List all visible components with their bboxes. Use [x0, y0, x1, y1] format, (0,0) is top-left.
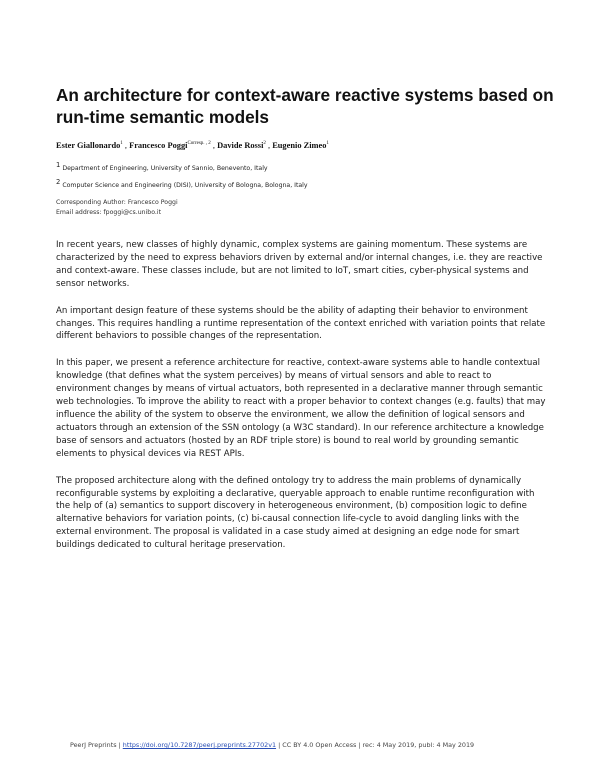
author-separator: ,	[122, 141, 130, 150]
affiliation-number: 2	[56, 178, 61, 186]
author-affiliation-mark: 2	[263, 141, 266, 146]
affiliation-1	[56, 161, 556, 173]
affiliation-text: Department of Engineering, University of Sannio, Benevento, Italy	[62, 165, 268, 172]
abstract-paragraph: The proposed architecture along with the defined ontology try to address the main problems of dynamically reconfigurable systems by exploiting a declarative, queryable approach to enable runtime reconfiguration with the help of (a) semantics to support discovery in heterogeneous environment, (b) composition logic to define alternative behaviors for variation points, (c) bi-causal connection life-cycle to avoid dangling links with the external environment. The proposal is validated in a case study aimed at designing an edge node for smart buildings dedicated to cultural heritage preservation.	[56, 475, 535, 551]
abstract-paragraph: In this paper, we present a reference architecture for reactive, context-aware systems able to handle contextual knowledge (that defines what the system perceives) by means of virtual sensors and able to react to environment changes by means of virtual actuators, both represented in a declarative manner through semantic web technologies. To improve the ability to react with a proper behavior to context changes (e.g. faults) that may influence the ability of the system to observe the environment, we allow the definition of logical sensors and actuators through an extension of the SSN ontology (a W3C standard). In our reference architecture a knowledge base of sensors and actuators (hosted by an RDF triple store) is bound to real world by grounding semantic elements to physical devices via REST APIs.	[56, 358, 546, 459]
corresponding-author-block	[56, 198, 178, 217]
license-and-dates: | CC BY 4.0 Open Access | rec: 4 May 2019, publ: 4 May 2019	[276, 741, 475, 749]
author-separator: ,	[265, 141, 273, 150]
author-affiliation-mark: 1	[120, 141, 123, 146]
corresponding-author: Corresponding Author: Francesco Poggi	[56, 199, 178, 206]
author-name: Davide Rossi	[217, 141, 264, 150]
corresponding-email: Email address: fpoggi@cs.unibo.it	[56, 208, 162, 216]
footer-separator: |	[116, 741, 123, 749]
abstract-paragraph: An important design feature of these systems should be the ability of adapting their behavior to environment changes. This requires handling a runtime representation of the context enriched with variation points that relate different behaviors to possible changes of the representation.	[56, 305, 546, 342]
preprint-footer	[70, 741, 540, 750]
abstract	[56, 239, 546, 566]
author-name: Ester Giallonardo	[56, 141, 121, 150]
author-affiliation-mark: Corresp. , 2	[187, 141, 211, 146]
journal-name: PeerJ Preprints	[70, 741, 117, 749]
doi-link[interactable]: https://doi.org/10.7287/peerj.preprints.27702v1	[122, 741, 277, 749]
author-affiliation-mark: 1	[326, 141, 329, 146]
author-list	[56, 138, 556, 152]
abstract-paragraph: In recent years, new classes of highly dynamic, complex systems are gaining momentum. These systems are characterized by the need to express behaviors driven by external and/or internal changes, i.e. they are reactive and context-aware. These classes include, but are not limited to IoT, smart cities, cyber-physical systems and sensor networks.	[56, 240, 543, 289]
author-name: Eugenio Zimeo	[272, 141, 327, 150]
affiliation-2	[56, 178, 556, 190]
affiliation-text: Computer Science and Engineering (DISI), University of Bologna, Bologna, Italy	[62, 182, 308, 189]
author-separator: ,	[210, 141, 218, 150]
author-name: Francesco Poggi	[129, 141, 188, 150]
paper-title: An architecture for context-aware reactive systems based on run-time semantic models	[56, 85, 554, 127]
affiliation-number: 1	[56, 161, 61, 169]
